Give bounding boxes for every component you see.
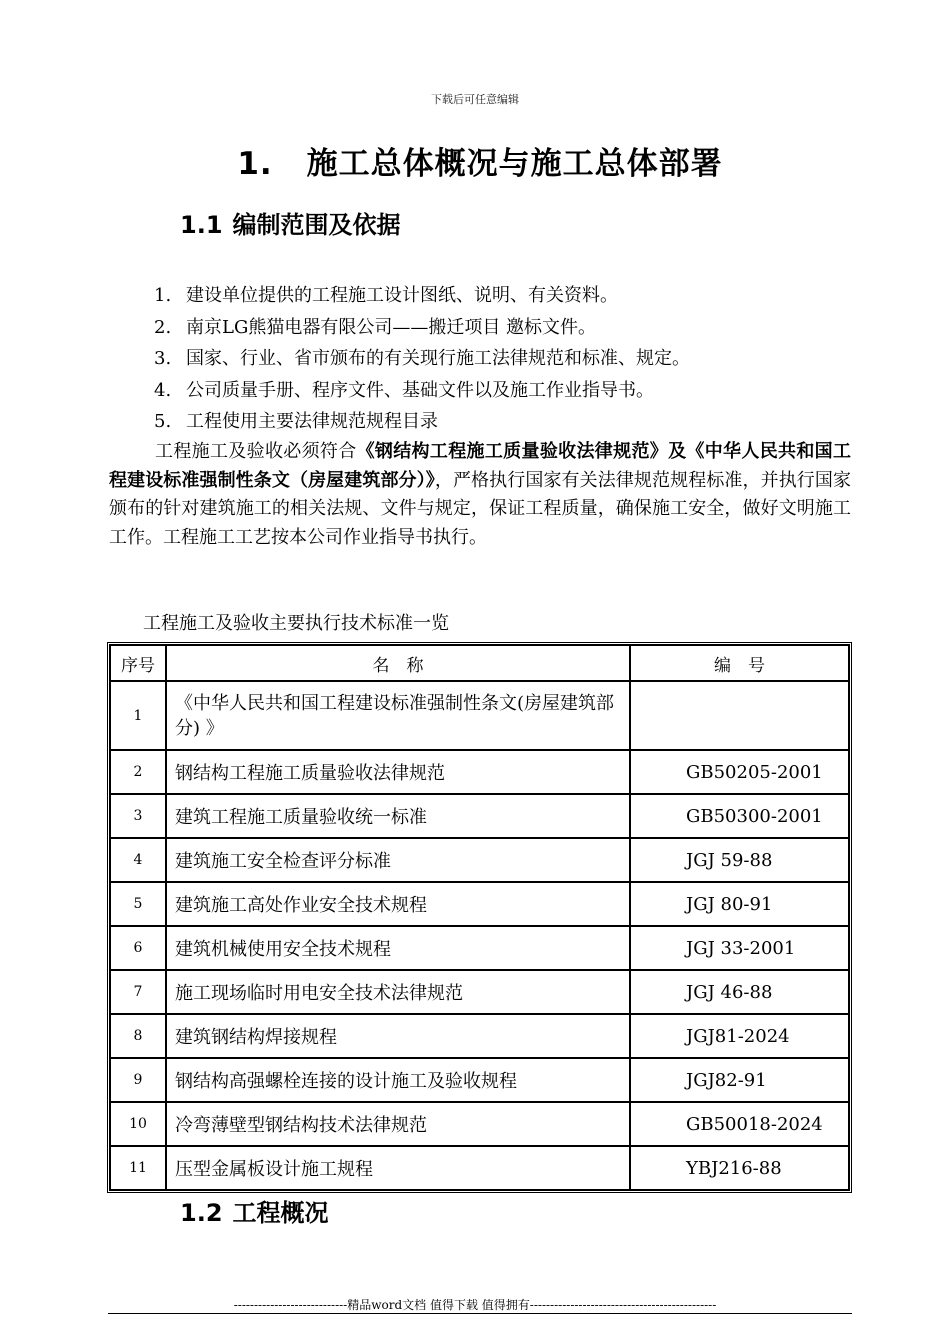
section-title: 编制范围及依据 [232,211,401,239]
table-row [110,838,849,882]
section-heading-1-2 [180,1193,329,1228]
table-row [110,1102,849,1146]
table-row [110,1146,849,1190]
table-header-row [110,645,849,681]
row-code: GB50205-2001 [630,750,849,794]
row-index: 1 [110,681,166,750]
table-row [110,1014,849,1058]
row-index: 3 [110,794,166,838]
row-name: 建筑施工高处作业安全技术规程 [166,882,630,926]
table-row [110,882,849,926]
list-item [154,375,690,407]
row-code: JGJ 33-2001 [630,926,849,970]
row-index: 5 [110,882,166,926]
paragraph-standards-emphasis: 《钢结构工程施工质量验收法律规范》及《中华人民共和国工程建设标准强制性条文（房屋建筑部分）》 [109,441,852,491]
section-number: 1.1 [180,211,223,239]
row-code: JGJ81-2024 [630,1014,849,1058]
row-code: GB50300-2001 [630,794,849,838]
table-row [110,750,849,794]
row-code: YBJ216-88 [630,1146,849,1190]
list-item-number: 3. [154,348,172,369]
row-code: JGJ82-91 [630,1058,849,1102]
table-row [110,794,849,838]
row-index: 10 [110,1102,166,1146]
table-row [110,926,849,970]
row-index: 11 [110,1146,166,1190]
row-name: 钢结构高强螺栓连接的设计施工及验收规程 [166,1058,630,1102]
compliance-paragraph [109,438,851,552]
row-index: 2 [110,750,166,794]
row-name: 建筑工程施工质量验收统一标准 [166,794,630,838]
row-code: JGJ 59-88 [630,838,849,882]
header-code: 编 号 [630,645,849,681]
header-name: 名 称 [166,645,630,681]
row-name: 冷弯薄壁型钢结构技术法律规范 [166,1102,630,1146]
basis-list [154,280,690,438]
section-title: 工程概况 [232,1199,329,1227]
row-index: 6 [110,926,166,970]
table-row [110,970,849,1014]
row-name: 建筑机械使用安全技术规程 [166,926,630,970]
list-item-text: 南京LG熊猫电器有限公司——搬迁项目 邀标文件。 [186,316,597,338]
table-row [110,1058,849,1102]
list-item-number: 4. [154,379,172,401]
footer-divider [108,1313,852,1314]
list-item-text: 公司质量手册、程序文件、基础文件以及施工作业指导书。 [186,379,654,401]
row-index: 9 [110,1058,166,1102]
row-code: GB50018-2024 [630,1102,849,1146]
row-name: 钢结构工程施工质量验收法律规范 [166,750,630,794]
list-item [154,406,690,438]
row-name: 《中华人民共和国工程建设标准强制性条文(房屋建筑部分) 》 [166,681,630,750]
list-item-number: 1. [154,285,172,306]
list-item-number: 5. [154,411,172,432]
row-index: 7 [110,970,166,1014]
row-code: JGJ 80-91 [630,882,849,926]
section-number: 1.2 [180,1199,223,1227]
chapter-title [0,138,950,183]
chapter-title-text: 施工总体概况与施工总体部署 [306,146,723,182]
page-footer-note: ----------------------------精品word文档 值得下载 值得拥有---------------------------------------------- [233,1298,717,1312]
list-item [154,312,690,344]
list-item [154,343,690,375]
row-index: 8 [110,1014,166,1058]
row-name: 建筑钢结构焊接规程 [166,1014,630,1058]
section-heading-1-1 [180,205,401,240]
row-name: 建筑施工安全检查评分标准 [166,838,630,882]
list-item-text: 建设单位提供的工程施工设计图纸、说明、有关资料。 [186,285,618,306]
paragraph-tail: ，严格执行国家有关法律规范规程标准，并执行国家颁布的针对建筑施工的相关法规、文件与规定，保证工程质量，确保施工安全，做好文明施工工作。工程施工工艺按本公司作业指导书执行。 [109,469,852,548]
table-caption: 工程施工及验收主要执行技术标准一览 [143,613,449,634]
row-code [630,681,849,750]
list-item [154,280,690,312]
row-index: 4 [110,838,166,882]
row-name: 压型金属板设计施工规程 [166,1146,630,1190]
table-row [110,681,849,750]
header-index: 序号 [110,645,166,681]
row-code: JGJ 46-88 [630,970,849,1014]
row-name: 施工现场临时用电安全技术法律规范 [166,970,630,1014]
paragraph-lead: 工程施工及验收必须符合 [155,441,357,462]
list-item-number: 2. [154,316,172,338]
list-item-text: 工程使用主要法律规范规程目录 [186,411,438,432]
chapter-number: 1. [237,146,273,182]
standards-table [107,642,852,1193]
list-item-text: 国家、行业、省市颁布的有关现行施工法律规范和标准、规定。 [186,348,690,369]
page-header-note: 下载后可任意编辑 [431,93,519,106]
